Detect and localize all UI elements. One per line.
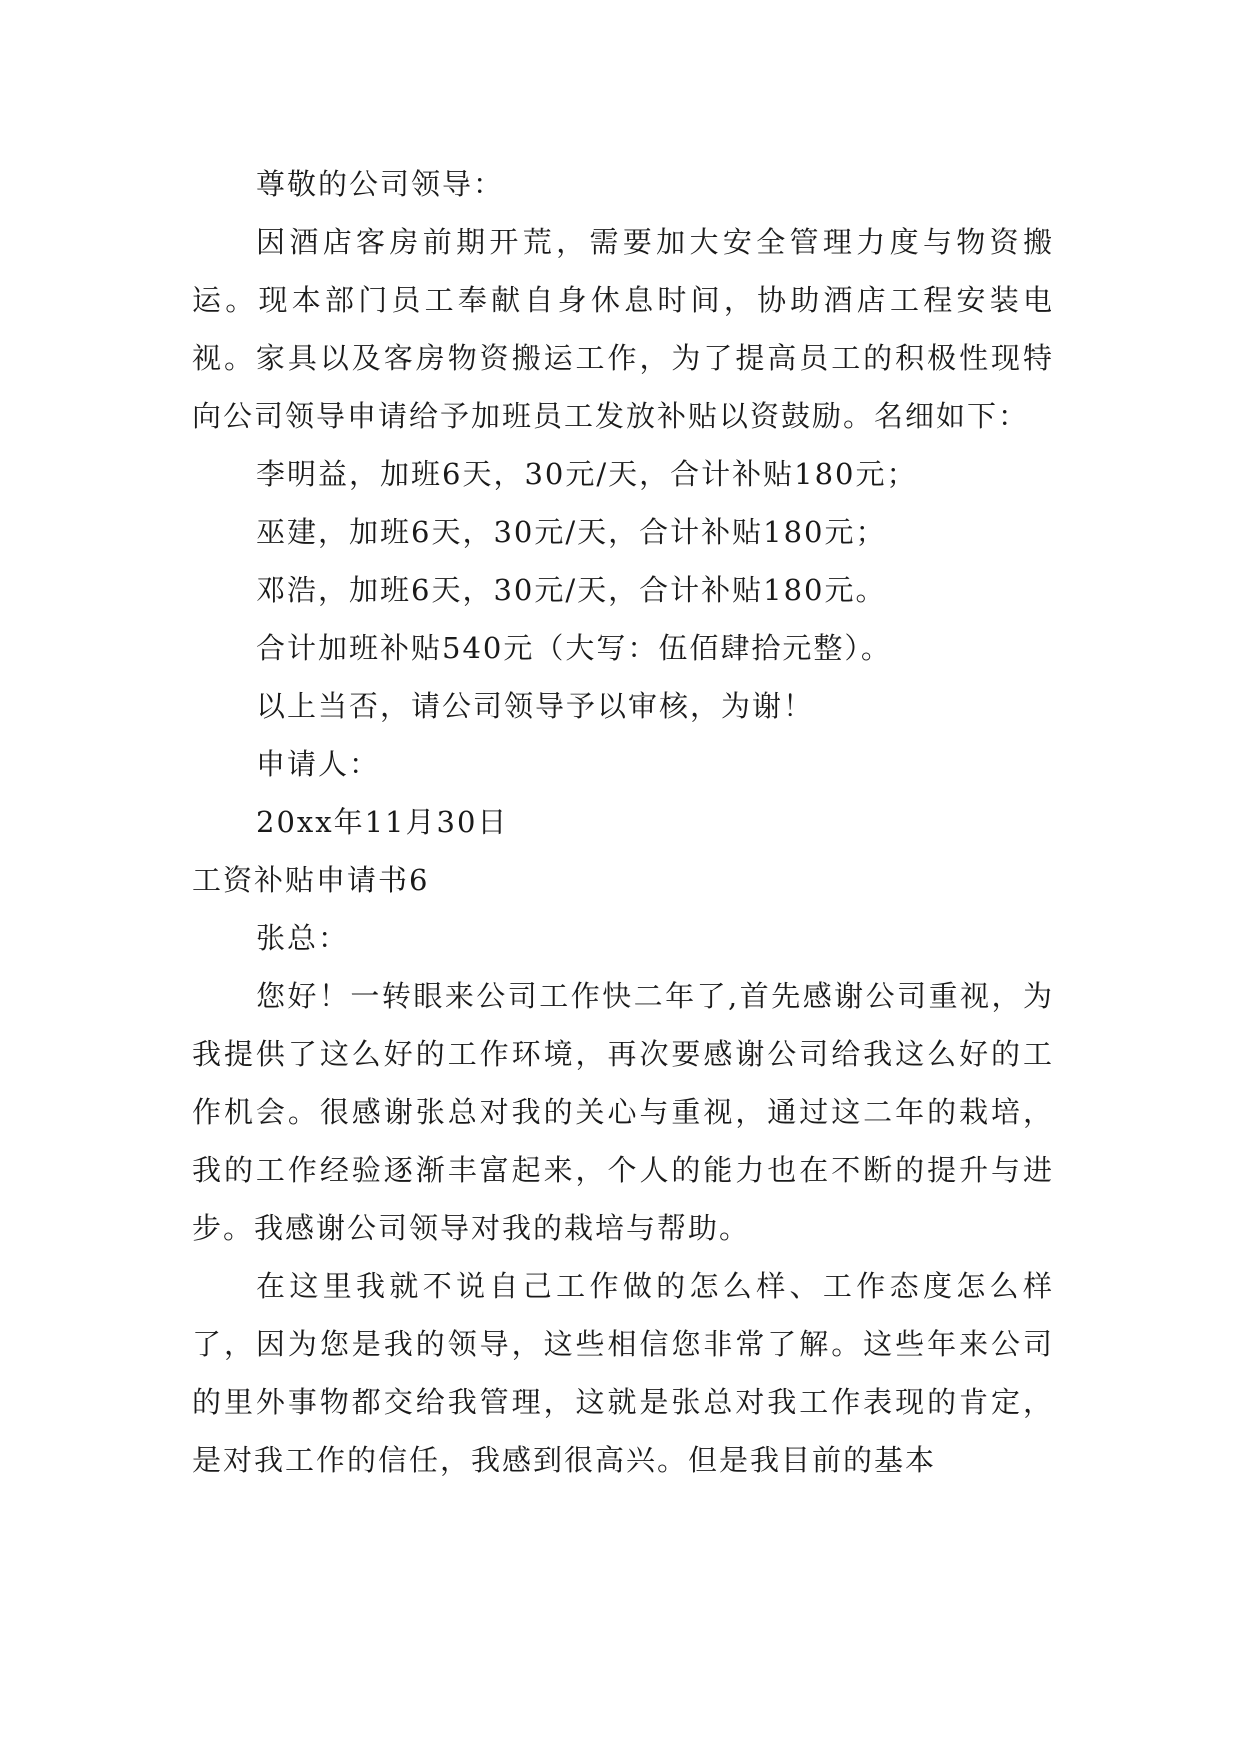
document-body bbox=[192, 155, 1054, 1489]
date-line: 20xx年11月30日 bbox=[256, 805, 509, 839]
section-title: 工资补贴申请书6 bbox=[192, 863, 430, 897]
body-paragraph-1: 您好！一转眼来公司工作快二年了,首先感谢公司重视，为我提供了这么好的工作环境，再次要感谢公司给我这么好的工作机会。很感谢张总对我的关心与重视，通过这二年的栽培，我的工作经验逐渐丰富起来，个人的能力也在不断的提升与进步。我感谢公司领导对我的栽培与帮助。 bbox=[192, 979, 1054, 1245]
applicant-line: 申请人： bbox=[256, 747, 381, 781]
body-paragraph-2: 在这里我就不说自己工作做的怎么样、工作态度怎么样了，因为您是我的领导，这些相信您非常了解。这些年来公司的里外事物都交给我管理，这就是张总对我工作表现的肯定，是对我工作的信任，我感到很高兴。但是我目前的基本 bbox=[192, 1269, 1054, 1477]
request-paragraph: 因酒店客房前期开荒，需要加大安全管理力度与物资搬运。现本部门员工奉献自身休息时间，协助酒店工程安装电视。家具以及客房物资搬运工作，为了提高员工的积极性现特向公司领导申请给予加班员工发放补贴以资鼓励。名细如下： bbox=[192, 225, 1054, 433]
closing-line: 以上当否，请公司领导予以审核，为谢！ bbox=[256, 689, 815, 723]
salutation-1: 尊敬的公司领导： bbox=[256, 167, 505, 201]
salutation-2: 张总： bbox=[256, 921, 350, 955]
total-line: 合计加班补贴540元（大写：伍佰肆拾元整）。 bbox=[256, 631, 892, 665]
list-item: 邓浩，加班6天，30元/天，合计补贴180元。 bbox=[256, 573, 887, 607]
list-item: 李明益，加班6天，30元/天，合计补贴180元； bbox=[256, 457, 918, 491]
list-item: 巫建，加班6天，30元/天，合计补贴180元； bbox=[256, 515, 887, 549]
